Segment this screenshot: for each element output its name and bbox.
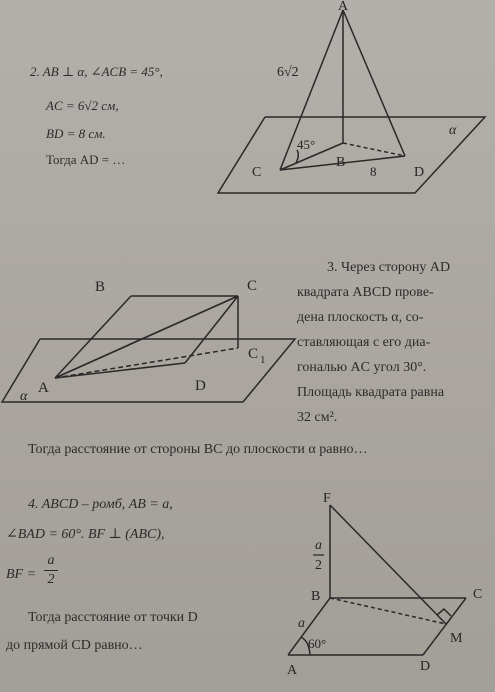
fig2-label-D: D (414, 165, 425, 180)
problem2-line2: AC = 6√2 см, (46, 98, 119, 113)
fig2-label-B: B (336, 155, 346, 170)
problem2-line3: BD = 8 см. (46, 126, 106, 141)
fig4-label-M: M (450, 631, 463, 646)
problem3-line-5: Площадь квадрата равна (297, 385, 445, 400)
fig2-label-alpha: α (449, 123, 457, 138)
fig2-bd-label: 8 (370, 164, 377, 179)
fig2-label-A: A (338, 0, 349, 14)
problem4-question-line2: до прямой CD равно… (6, 638, 143, 653)
fig2-angle-label: 45° (297, 137, 316, 152)
problem3-line-1: квадрата ABCD прове- (297, 285, 434, 300)
fig4-angle-label: 60° (308, 636, 327, 651)
fig4-label-A: A (287, 663, 298, 678)
fig3-label-alpha: α (20, 389, 28, 404)
problem3-question: Тогда расстояние от стороны BC до плоскости α равно… (28, 442, 368, 457)
fig4-label-C: C (473, 587, 483, 602)
fig3-label-C: C (247, 278, 258, 294)
problem4-frac-num: a (47, 553, 55, 568)
problem4-line1: 4. ABCD – ромб, AB = a, (28, 497, 173, 512)
fig4-label-D: D (420, 659, 431, 674)
problem3-line-3: ставляющая с его диа- (297, 335, 431, 350)
fig3-label-A: A (38, 380, 49, 396)
problem2-line4: Тогда AD = … (46, 152, 126, 167)
fig2-label-C: C (252, 165, 262, 180)
fig3-label-B: B (95, 279, 106, 295)
problem4-bf-prefix: BF = (6, 567, 37, 582)
fig4-label-B: B (311, 589, 321, 604)
fig4-frac-num: a (315, 538, 322, 553)
problem2-line1: 2. AB ⊥ α, ∠ACB = 45°, (30, 64, 163, 79)
fig4-label-F: F (323, 491, 331, 506)
problem3-line-0: 3. Через сторону AD (327, 260, 451, 275)
problem4-frac-den: 2 (47, 572, 55, 587)
problem4-question-line1: Тогда расстояние от точки D (28, 610, 198, 625)
fig4-side-a: a (298, 616, 305, 631)
fig4-frac-den: 2 (315, 558, 322, 573)
fig2-side-label: 6√2 (277, 65, 299, 80)
problem3-line-2: дена плоскость α, со- (297, 310, 424, 325)
fig3-label-D: D (195, 378, 206, 394)
problem3-line-4: гональю AC угол 30°. (297, 360, 427, 375)
fig3-label-C1-sub: 1 (260, 354, 266, 366)
problem4-line2: ∠BAD = 60°. BF ⊥ (ABC), (6, 527, 165, 542)
fig3-label-C1: C (248, 346, 259, 362)
problem3-line-6: 32 см². (297, 410, 338, 425)
